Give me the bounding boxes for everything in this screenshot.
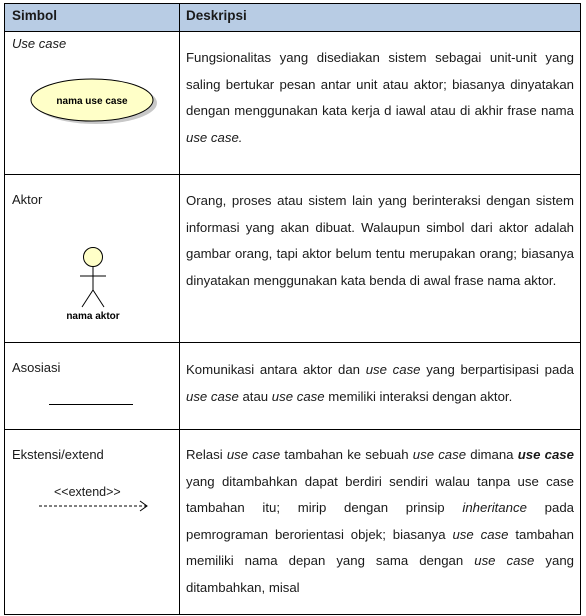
description-text-run: yang berpartisipasi pada [420,362,574,377]
table-border-right [580,3,581,615]
table-border-bottom [4,614,581,615]
row-association-symbol-label: Asosiasi [12,360,61,375]
header-description: Deskripsi [186,8,247,23]
description-text-run: tambahan ke sebuah [280,447,413,462]
extend-arrow-symbol [37,499,152,513]
row-divider [4,429,581,430]
row-extend-symbol-label: Ekstensi/extend [12,447,104,462]
description-text-run: pada pemrograman berorientasi objek; biasanya [186,500,574,542]
row-divider [4,174,581,175]
table-border-top [4,3,581,4]
association-line-symbol [49,404,133,405]
extend-symbol-caption: <<extend>> [54,485,121,499]
actor-symbol [64,246,124,321]
actor-symbol-caption: nama aktor [66,311,120,321]
description-text-run: use case [365,362,421,377]
description-text-run: Komunikasi antara aktor dan [186,362,366,377]
header-divider [4,31,581,32]
description-text-run: use case [412,447,467,462]
description-text-run: inheritance [462,500,527,515]
usecase-symbol-caption: nama use case [56,96,128,107]
description-text-run: dimana [466,447,518,462]
row-actor-symbol-label: Aktor [12,192,43,207]
row-usecase-symbol-label: Use case [12,36,67,51]
description-text-run: atau [238,388,272,404]
description-text-run: Orang, proses atau sistem lain yang berinteraksi dengan sistem informasi yang akan dibuat. Walaupun simbol dari aktor adalah gambar orang, tapi aktor belum tentu merupakan orang; biasanya dinyatakan menggunakan kata benda di awal frase nama aktor. [186,193,574,288]
uml-symbol-table [4,3,580,615]
description-text-run: use case [452,526,509,542]
table-border-left [4,3,5,615]
table-header [4,3,580,31]
row-usecase-description [186,45,574,151]
description-text-run: Relasi [186,447,227,462]
description-text-run: tambahan memiliki nama depan yang sama dengan [186,526,574,568]
description-text-run: use case [186,388,239,404]
description-text-run: Fungsionalitas yang disediakan sistem sebagai unit-unit yang saling bertukar pesan antar unit atau aktor; biasanya dinyatakan dengan menggunakan kata kerja d iawal atau di akhir frase nama [186,50,574,118]
column-divider [179,3,180,615]
description-text-run: yang ditambahkan, misal [186,553,574,595]
description-text-run: use case [271,388,325,404]
description-text-run: memiliki interaksi dengan aktor. [324,388,513,404]
description-text-run: use case [474,553,535,568]
row-extend-description [186,442,574,601]
row-actor-description [186,188,574,294]
usecase-symbol [30,76,160,128]
header-symbol: Simbol [12,8,58,23]
row-association-description [186,357,574,410]
row-divider [4,342,581,343]
description-text-run: use case [517,447,574,462]
description-text-run: use case. [186,129,243,145]
description-text-run: yang ditambahkan dapat berdiri sendiri walau tanpa use case tambahan itu; mirip dengan prinsip [186,473,574,515]
description-text-run: use case [226,447,281,462]
